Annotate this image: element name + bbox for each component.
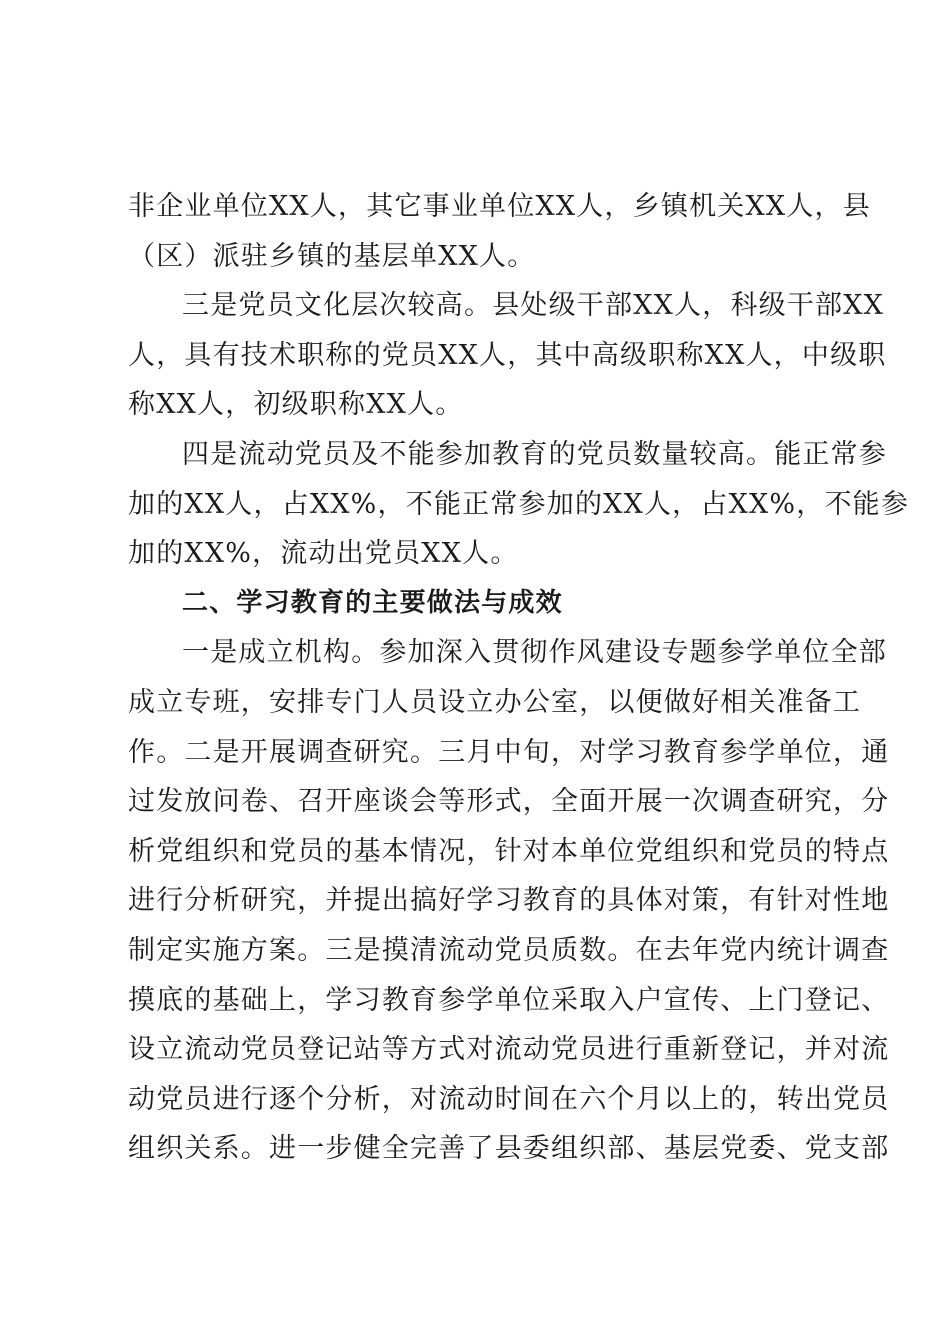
document-body bbox=[128, 182, 910, 1174]
text-line: 过发放问卷、召开座谈会等形式，全面开展一次调查研究，分 bbox=[128, 786, 890, 818]
text-line: 组织关系。进一步健全完善了县委组织部、基层党委、党支部 bbox=[128, 1133, 890, 1165]
text-line: 人，具有技术职称的党员XX人，其中高级职称XX人，中级职 bbox=[128, 339, 887, 371]
text-line: 加的XX人，占XX%，不能正常参加的XX人，占XX%，不能参 bbox=[128, 488, 910, 520]
paragraph-first-line: 三是党员文化层次较高。县处级干部XX人，科级干部XX bbox=[182, 290, 885, 322]
text-line: 成立专班，安排专门人员设立办公室，以便做好相关准备工 bbox=[128, 686, 862, 718]
text-line: 析党组织和党员的基本情况，针对本单位党组织和党员的特点 bbox=[128, 835, 890, 867]
text-line: 非企业单位XX人，其它事业单位XX人，乡镇机关XX人，县 bbox=[128, 191, 871, 222]
text-line: 摸底的基础上，学习教育参学单位采取入户宣传、上门登记、 bbox=[128, 984, 890, 1016]
paragraph-first-line: 一是成立机构。参加深入贯彻作风建设专题参学单位全部 bbox=[182, 637, 887, 669]
text-line: （区）派驻乡镇的基层单XX人。 bbox=[128, 240, 536, 272]
text-line: 作。二是开展调查研究。三月中旬，对学习教育参学单位，通 bbox=[128, 736, 890, 768]
text-line: 动党员进行逐个分析，对流动时间在六个月以上的，转出党员 bbox=[128, 1083, 890, 1115]
paragraph-first-line: 四是流动党员及不能参加教育的党员数量较高。能正常参 bbox=[182, 438, 887, 470]
text-line: 进行分析研究，并提出搞好学习教育的具体对策，有针对性地 bbox=[128, 885, 890, 917]
text-line: 制定实施方案。三是摸清流动党员质数。在去年党内统计调查 bbox=[128, 934, 890, 966]
section-heading: 二、学习教育的主要做法与成效 bbox=[182, 587, 563, 618]
text-line: 称XX人，初级职称XX人。 bbox=[128, 389, 464, 421]
text-line: 设立流动党员登记站等方式对流动党员进行重新登记，并对流 bbox=[128, 1034, 890, 1066]
text-line: 加的XX%，流动出党员XX人。 bbox=[128, 538, 519, 570]
